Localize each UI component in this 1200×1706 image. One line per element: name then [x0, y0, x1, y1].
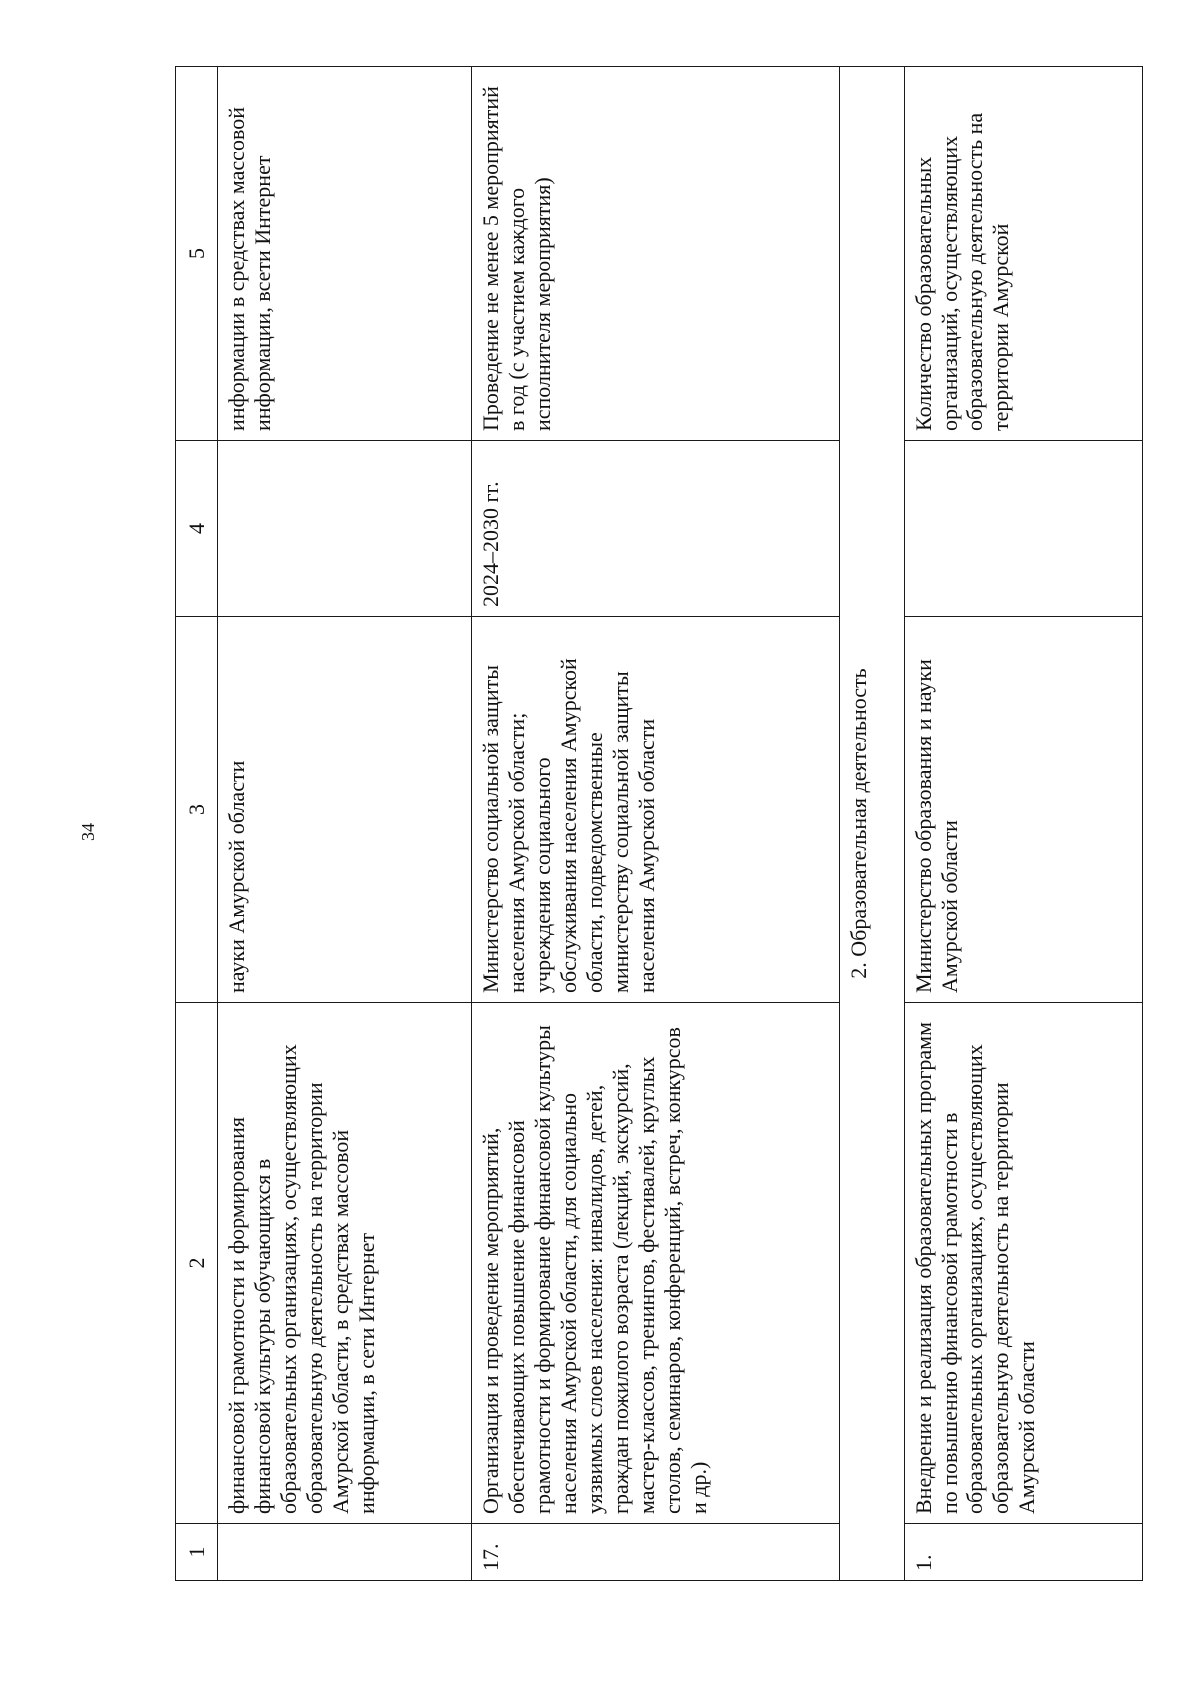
- row-number: 1.: [904, 1524, 1142, 1581]
- measure-cell: Внедрение и реализация образовательных программ по повышению финансовой грамотности в образовательных организациях, осуществляющих образовательную деятельность на территории Амурской области: [904, 1003, 1142, 1524]
- section-row: [839, 67, 904, 1581]
- measures-table: [175, 66, 1143, 1581]
- page-number: 34: [78, 823, 98, 841]
- column-header-4: 4: [176, 441, 218, 617]
- executor-cell: Министерство образования и науки Амурской области: [904, 617, 1142, 1003]
- row-number: 17.: [472, 1524, 840, 1581]
- period-cell: [218, 441, 472, 617]
- rotated-table-wrapper: [175, 67, 1143, 1581]
- table-row: [218, 67, 472, 1581]
- table-row: [472, 67, 840, 1581]
- executor-cell: Министерство социальной защиты населения Амурской области; учреждения социального обслуживания населения Амурской области, подведомственные министерству социальной защиты населения Амурской области: [472, 617, 840, 1003]
- column-header-2: 2: [176, 1003, 218, 1524]
- period-cell: 2024–2030 гг.: [472, 441, 840, 617]
- period-cell: [904, 441, 1142, 617]
- measure-cell: Организация и проведение мероприятий, обеспечивающих повышение финансовой грамотности и формирование финансовой культуры населения Амурской области, для социально уязвимых слоев населения: инвалидов, детей, граждан пожилого возраста (лекций, экскурсий, мастер-классов, тренингов, фестивалей, круглых столов, семинаров, конференций, встреч, конкурсов и др.): [472, 1003, 840, 1524]
- row-number: [218, 1524, 472, 1581]
- measure-cell: финансовой грамотности и формирования финансовой культуры обучающихся в образовательных организациях, осуществляющих образовательную деятельность на территории Амурской области, в средствах массовой информации, в сети Интернет: [218, 1003, 472, 1524]
- column-header-3: 3: [176, 617, 218, 1003]
- section-title: 2. Образовательная деятельность: [839, 67, 904, 1581]
- column-header-5: 5: [176, 67, 218, 441]
- result-cell: информации в средствах массовой информации, всети Интернет: [218, 67, 472, 441]
- result-cell: Проведение не менее 5 мероприятий в год (с участием каждого исполнителя мероприятия): [472, 67, 840, 441]
- executor-cell: науки Амурской области: [218, 617, 472, 1003]
- column-header-1: 1: [176, 1524, 218, 1581]
- result-cell: Количество образовательных организаций, осуществляющих образовательную деятельность на территории Амурской: [904, 67, 1142, 441]
- table-header-row: [176, 67, 218, 1581]
- table-row: [904, 67, 1142, 1581]
